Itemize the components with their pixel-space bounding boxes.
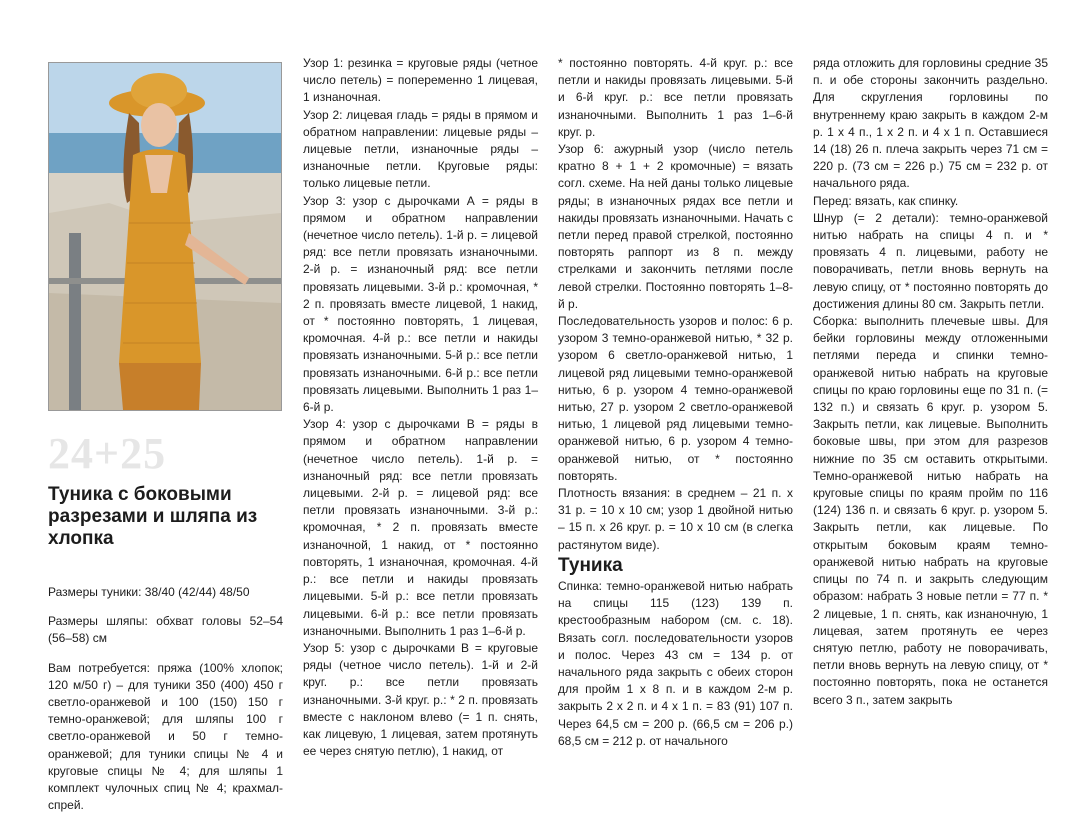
- tunic-sizes: Размеры туники: 38/40 (42/44) 48/50: [48, 585, 250, 599]
- gauge: Плотность вязания: в среднем – 21 п. x 31 р. = 10 x 10 см; узор 1 двойной нитью – 15 п. x 26 круг. р. = 10 x 10 см (в слегка растянутом виде).: [558, 486, 793, 552]
- pattern-6: Узор 6: ажурный узор (число петель кратно 8 + 1 + 2 кромочные) = вязать согл. схеме. На ней даны только лицевые ряды; в изнаночных рядах все петли и накиды провязать изнаночными. Начать с петли перед правой стрелкой, постоянно повторять раппорт из 8 п. между стрелками и закончить петлями после левой стрелки. Постоянно повторять 1–8-й р.: [558, 142, 793, 311]
- stripe-sequence: Последовательность узоров и полос: 6 р. узором 3 темно-оранжевой нитью, * 32 р. узором 6 светло-оранжевой нитью, 1 лицевой ряд лицевыми темно-оранжевой нитью, 6 р. узором 4 темно-оранжевой нитью, 27 р. узором 2 светло-оранжевой нитью, 1 лицевой ряд лицевыми темно-оранжевой нитью, 6 р. узором 4 темно-оранжевой нитью, от * постоянно повторять.: [558, 314, 793, 483]
- page-number-ghost: 24+25: [48, 429, 167, 478]
- cord-instructions: Шнур (= 2 детали): темно-оранжевой нитью набрать на спицы 4 п. и * провязать 4 п. лицевыми, работу не поворачивать, петли вновь вернуть на левую спицу, от * постоянно повторять до достижения длины 80 см. Закрыть петли.: [813, 210, 1048, 311]
- pattern-4: Узор 4: узор с дырочками В = ряды в прямом и обратном направлении (нечетное число петель). 1-й р. = изнаночный ряд: все петли провязать лицевыми. 2-й р. = лицевой ряд: все петли провязать изнаночными. 3-й р.: кромочная, * 2 п. провязать вместе изнаночной, 1 накид, от * постоянно повторять, 1 изнаночная, кромочная. 4-й р.: все петли и накиды провязать лицевыми. 5-й р.: все петли провязать лицевыми. 6-й р.: все петли провязать изнаночными. Выполнить 1 раз 1–6-й р.: [303, 417, 538, 638]
- pattern-5: Узор 5: узор с дырочками В = круговые ряды (четное число петель). 1-й и 2-й круг. р.: все петли провязать изнаночными. 3-й круг. р.: * 2 п. провязать вместе с наклоном влево (= 1 п. снять, как лицевую, 1 лицевая, затем протянуть ее через снятую петлю), 1 накид, от: [303, 640, 538, 759]
- sizes-block: [48, 572, 283, 826]
- pattern-2: Узор 2: лицевая гладь = ряды в прямом и обратном направлении: лицевые ряды – лицевые петли, изнаночные ряды – изнаночные петли. Круговые ряды: только лицевые петли.: [303, 107, 538, 191]
- pattern-1: Узор 1: резинка = круговые ряды (четное число петель) = попеременно 1 лицевая, 1 изнаночная.: [303, 56, 538, 105]
- article-title: Туника с боковыми разрезами и шляпа из хлопка: [48, 484, 258, 549]
- front-instructions: Перед: вязать, как спинку.: [813, 193, 959, 208]
- photo-tunic-model: [48, 62, 282, 411]
- back-neckline: ряда отложить для горловины средние 35 п. и обе стороны закончить раздельно. Для скругления горловины по внутреннему краю закрыть в каждом 2-м р. 1 x 4 п., 1 x 2 п. и 4 x 1 п. Оставшиеся 14 (18) 26 п. плеча закрыть через 71 см = 220 р. (73 см = 226 р.) 75 см = 232 р. от начального ряда.: [813, 56, 1048, 191]
- assembly-instructions: Сборка: выполнить плечевые швы. Для бейки горловины между отложенными петлями переда и спинки темно-оранжевой нитью набрать на круговые спицы по краю горловины еще по 31 п. (= 132 п.) и связать 6 круг. р. узором 5. Закрыть петли, как лицевые. Выполнить боковые швы, при этом для разрезов нижние по 35 см оставить открытыми. Темно-оранжевой нитью набрать на круговые спицы по краям пройм по 116 (124) 136 п. и связать 6 круг. р. узором 5. Закрыть петли, как лицевые. По открытым боковым краям темно-оранжевой нитью набрать на круговые спицы по 74 п. и закрыть следующим образом: набрать 3 новые петли = 77 п. * 2 лицевые, 1 п. снять, как изнаночную, 1 лицевая, затем протянуть ее через снятую петлю, работу не поворачивать, петли вновь вернуть на левую спицу, от * постоянно повторять, пока не останется всего 3 п., затем закрыть: [813, 314, 1048, 707]
- hat-sizes: Размеры шляпы: обхват головы 52–54 (56–58) см: [48, 614, 283, 646]
- column-2: [303, 55, 538, 760]
- pattern-3: Узор 3: узор с дырочками А = ряды в прямом и обратном направлении (нечетное число петель). 1-й р. = лицевой ряд: все петли провязать изнаночными. 2-й р. = изнаночный ряд: все петли провязать лицевыми. 3-й р.: кромочная, * 2 п. провязать вместе лицевой, 1 накид, от * постоянно повторять, 1 лицевая, кромочная. 4-й р.: все петли и накиды провязать изнаночными. 5-й р.: все петли провязать изнаночными. 6-й р.: все петли провязать лицевыми. Выполнить 1 раз 1–6-й р.: [303, 193, 538, 415]
- column-3: [558, 55, 793, 750]
- model-illustration: [49, 63, 281, 410]
- section-heading-tunic: Туника: [558, 554, 623, 576]
- column-4: [813, 55, 1048, 709]
- back-instructions: Спинка: темно-оранжевой нитью набрать на спицы 115 (123) 139 п. крестообразным набором (см. с. 18). Вязать согл. последовательности узоров и полос. Через 43 см = 134 р. от начального ряда закрыть с обеих сторон для пройм 1 x 8 п. и в каждом 2-м р. закрыть 2 x 2 п. и 4 x 1 п. = 83 (91) 107 п. Через 64,5 см = 200 р. (66,5 см = 206 р.) 68,5 см = 212 р. от начального: [558, 578, 793, 748]
- pattern-5-cont: * постоянно повторять. 4-й круг. р.: все петли и накиды провязать лицевыми. 5-й и 6-й круг. р.: все петли провязать изнаночными. Выполнить 1 раз 1–6-й круг. р.: [558, 56, 793, 139]
- materials: Вам потребуется: пряжа (100% хлопок; 120 м/50 г) – для туники 350 (400) 450 г светло-оранжевой и 100 (150) 150 г темно-оранжевой; для шляпы 100 г светло-оранжевой и 50 г темно-оранжевой; для туники спицы № 4 и круговые спицы № 4; для шляпы 1 комплект чулочных спиц № 4; крахмал-спрей.: [48, 660, 283, 813]
